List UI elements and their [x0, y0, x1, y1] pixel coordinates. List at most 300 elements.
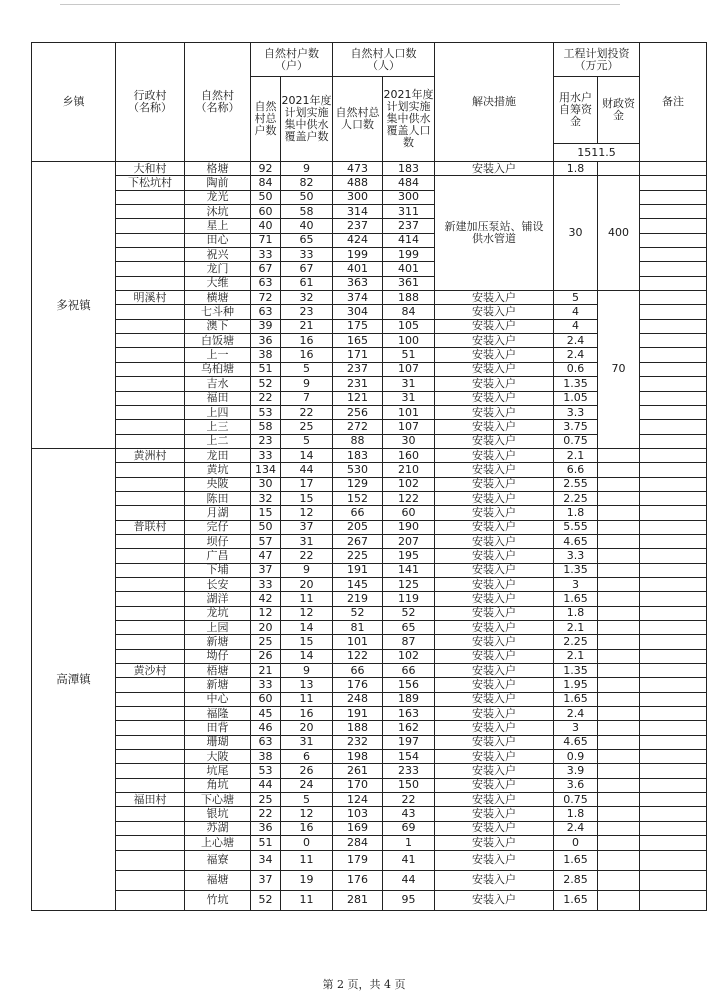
- natural-village-cell: 龙门: [185, 262, 251, 276]
- households-covered-cell: 16: [281, 348, 333, 362]
- self-funding-cell: 3.9: [554, 764, 598, 778]
- admin-village-cell-empty: [116, 870, 185, 890]
- households-covered-cell: 15: [281, 635, 333, 649]
- table-row: [32, 793, 707, 807]
- notes-cell: [640, 276, 707, 290]
- households-total-cell: 52: [251, 890, 281, 910]
- self-funding-cell: 1.35: [554, 664, 598, 678]
- fiscal-cell-empty: [598, 750, 640, 764]
- table-row: [32, 707, 707, 721]
- measure-cell: 安装入户: [435, 362, 554, 376]
- natural-village-cell: 福塘: [185, 870, 251, 890]
- population-total-cell: 66: [333, 664, 383, 678]
- self-funding-cell: 2.85: [554, 870, 598, 890]
- households-total-cell: 92: [251, 162, 281, 176]
- natural-village-cell: 上三: [185, 420, 251, 434]
- measure-cell: 安装入户: [435, 764, 554, 778]
- notes-cell: [640, 534, 707, 548]
- notes-cell: [640, 664, 707, 678]
- natural-village-cell: 田背: [185, 721, 251, 735]
- measure-cell: 安装入户: [435, 735, 554, 749]
- population-covered-cell: 31: [383, 377, 435, 391]
- population-covered-cell: 233: [383, 764, 435, 778]
- natural-village-cell: 乌桕塘: [185, 362, 251, 376]
- population-total-cell: 363: [333, 276, 383, 290]
- table-row: [32, 606, 707, 620]
- measure-cell: 安装入户: [435, 635, 554, 649]
- measure-cell: 安装入户: [435, 721, 554, 735]
- measure-cell: 安装入户: [435, 807, 554, 821]
- households-total-cell: 53: [251, 405, 281, 419]
- natural-village-cell: 上二: [185, 434, 251, 448]
- admin-village-cell-empty: [116, 807, 185, 821]
- header-self-funding: 用水户 自筹资 金: [554, 77, 598, 144]
- admin-village-cell-empty: [116, 190, 185, 204]
- natural-village-cell: 田心: [185, 233, 251, 247]
- fiscal-cell-empty: [598, 678, 640, 692]
- fiscal-cell-empty: [598, 721, 640, 735]
- households-covered-cell: 9: [281, 664, 333, 678]
- households-total-cell: 21: [251, 664, 281, 678]
- households-covered-cell: 13: [281, 678, 333, 692]
- measure-cell: 安装入户: [435, 491, 554, 505]
- population-total-cell: 81: [333, 621, 383, 635]
- notes-cell: [640, 870, 707, 890]
- self-funding-cell: 6.6: [554, 463, 598, 477]
- table-row: [32, 750, 707, 764]
- fiscal-cell-empty: [598, 735, 640, 749]
- population-covered-cell: 87: [383, 635, 435, 649]
- households-total-cell: 39: [251, 319, 281, 333]
- measure-cell: 安装入户: [435, 520, 554, 534]
- households-covered-cell: 24: [281, 778, 333, 792]
- notes-cell: [640, 606, 707, 620]
- measure-cell: 安装入户: [435, 549, 554, 563]
- admin-village-cell: 大和村: [116, 162, 185, 176]
- measure-cell: 安装入户: [435, 821, 554, 835]
- natural-village-cell: 上园: [185, 621, 251, 635]
- self-funding-cell: 4.65: [554, 534, 598, 548]
- population-covered-cell: 183: [383, 162, 435, 176]
- households-covered-cell: 16: [281, 707, 333, 721]
- table-row: [32, 778, 707, 792]
- natural-village-cell: 苏湖: [185, 821, 251, 835]
- households-total-cell: 67: [251, 262, 281, 276]
- fiscal-cell-empty: [598, 707, 640, 721]
- notes-cell: [640, 491, 707, 505]
- admin-village-cell-empty: [116, 707, 185, 721]
- natural-village-cell: 下心塘: [185, 793, 251, 807]
- header-admin-village: 行政村 （名称）: [116, 43, 185, 162]
- measure-cell: 安装入户: [435, 692, 554, 706]
- population-total-cell: 205: [333, 520, 383, 534]
- self-funding-cell: 3: [554, 721, 598, 735]
- fiscal-cell-empty: [598, 635, 640, 649]
- header-households-total: 自然 村总 户数: [251, 77, 281, 162]
- self-funding-cell: 1.65: [554, 850, 598, 870]
- population-total-cell: 191: [333, 707, 383, 721]
- population-covered-cell: 190: [383, 520, 435, 534]
- admin-village-cell: 明溪村: [116, 291, 185, 305]
- table-row: [32, 821, 707, 835]
- natural-village-cell: 上四: [185, 405, 251, 419]
- admin-village-cell-empty: [116, 305, 185, 319]
- population-total-cell: 88: [333, 434, 383, 448]
- population-total-cell: 101: [333, 635, 383, 649]
- notes-cell: [640, 836, 707, 850]
- natural-village-cell: 坳仔: [185, 649, 251, 663]
- table-row: [32, 836, 707, 850]
- notes-cell: [640, 807, 707, 821]
- households-total-cell: 72: [251, 291, 281, 305]
- households-covered-cell: 16: [281, 821, 333, 835]
- households-covered-cell: 11: [281, 692, 333, 706]
- households-total-cell: 63: [251, 305, 281, 319]
- measure-cell: 安装入户: [435, 707, 554, 721]
- households-covered-cell: 9: [281, 162, 333, 176]
- population-covered-cell: 102: [383, 649, 435, 663]
- admin-village-cell-empty: [116, 836, 185, 850]
- notes-cell: [640, 678, 707, 692]
- notes-cell: [640, 377, 707, 391]
- households-covered-cell: 12: [281, 506, 333, 520]
- population-total-cell: 191: [333, 563, 383, 577]
- population-total-cell: 530: [333, 463, 383, 477]
- population-total-cell: 300: [333, 190, 383, 204]
- admin-village-cell-empty: [116, 348, 185, 362]
- table-row: [32, 162, 707, 176]
- households-covered-cell: 32: [281, 291, 333, 305]
- header-investment-group: 工程计划投资 （万元）: [554, 43, 640, 77]
- population-covered-cell: 160: [383, 448, 435, 462]
- admin-village-cell-empty: [116, 563, 185, 577]
- admin-village-cell-empty: [116, 319, 185, 333]
- notes-cell: [640, 721, 707, 735]
- admin-village-cell-empty: [116, 248, 185, 262]
- population-covered-cell: 361: [383, 276, 435, 290]
- fiscal-cell-empty: [598, 506, 640, 520]
- population-covered-cell: 311: [383, 205, 435, 219]
- households-total-cell: 50: [251, 520, 281, 534]
- self-funding-cell: 3.6: [554, 778, 598, 792]
- fiscal-cell-empty: [598, 807, 640, 821]
- admin-village-cell-empty: [116, 362, 185, 376]
- self-funding-cell: 3.3: [554, 549, 598, 563]
- notes-cell: [640, 793, 707, 807]
- population-total-cell: 261: [333, 764, 383, 778]
- population-covered-cell: 188: [383, 291, 435, 305]
- notes-cell: [640, 750, 707, 764]
- population-total-cell: 122: [333, 649, 383, 663]
- households-covered-cell: 12: [281, 606, 333, 620]
- self-funding-cell: 2.4: [554, 707, 598, 721]
- households-covered-cell: 5: [281, 362, 333, 376]
- admin-village-cell-empty: [116, 391, 185, 405]
- households-total-cell: 37: [251, 563, 281, 577]
- self-funding-cell: 2.1: [554, 448, 598, 462]
- admin-village-cell-empty: [116, 764, 185, 778]
- measure-cell: 安装入户: [435, 870, 554, 890]
- notes-cell: [640, 248, 707, 262]
- self-funding-cell: 3.75: [554, 420, 598, 434]
- measure-cell: 安装入户: [435, 448, 554, 462]
- fiscal-cell-empty: [598, 606, 640, 620]
- measure-cell: 安装入户: [435, 778, 554, 792]
- natural-village-cell: 福田: [185, 391, 251, 405]
- admin-village-cell-empty: [116, 890, 185, 910]
- notes-cell: [640, 176, 707, 190]
- admin-village-cell-empty: [116, 635, 185, 649]
- population-covered-cell: 210: [383, 463, 435, 477]
- table-row: [32, 592, 707, 606]
- population-covered-cell: 107: [383, 362, 435, 376]
- households-covered-cell: 65: [281, 233, 333, 247]
- households-total-cell: 84: [251, 176, 281, 190]
- measure-cell: 安装入户: [435, 434, 554, 448]
- fiscal-cell-empty: [598, 534, 640, 548]
- population-covered-cell: 105: [383, 319, 435, 333]
- households-covered-cell: 11: [281, 850, 333, 870]
- population-total-cell: 176: [333, 870, 383, 890]
- population-covered-cell: 197: [383, 735, 435, 749]
- natural-village-cell: 吉水: [185, 377, 251, 391]
- population-covered-cell: 189: [383, 692, 435, 706]
- admin-village-cell-empty: [116, 463, 185, 477]
- fiscal-cell-empty: [598, 778, 640, 792]
- population-total-cell: 124: [333, 793, 383, 807]
- notes-cell: [640, 190, 707, 204]
- population-total-cell: 145: [333, 577, 383, 591]
- households-covered-cell: 25: [281, 420, 333, 434]
- households-total-cell: 33: [251, 577, 281, 591]
- population-total-cell: 198: [333, 750, 383, 764]
- households-covered-cell: 23: [281, 305, 333, 319]
- households-covered-cell: 61: [281, 276, 333, 290]
- table-row: [32, 549, 707, 563]
- notes-cell: [640, 621, 707, 635]
- admin-village-cell: 普联村: [116, 520, 185, 534]
- population-total-cell: 237: [333, 219, 383, 233]
- households-covered-cell: 31: [281, 534, 333, 548]
- households-total-cell: 36: [251, 334, 281, 348]
- notes-cell: [640, 405, 707, 419]
- households-total-cell: 52: [251, 377, 281, 391]
- measure-cell: 安装入户: [435, 836, 554, 850]
- fiscal-cell-empty: [598, 821, 640, 835]
- self-funding-cell: 2.4: [554, 348, 598, 362]
- natural-village-cell: 沐坑: [185, 205, 251, 219]
- natural-village-cell: 央陂: [185, 477, 251, 491]
- fiscal-cell-empty: [598, 549, 640, 563]
- population-covered-cell: 414: [383, 233, 435, 247]
- table-row: [32, 463, 707, 477]
- fiscal-cell-empty: [598, 448, 640, 462]
- population-covered-cell: 125: [383, 577, 435, 591]
- self-funding-cell: 3.3: [554, 405, 598, 419]
- population-covered-cell: 163: [383, 707, 435, 721]
- households-total-cell: 12: [251, 606, 281, 620]
- population-total-cell: 284: [333, 836, 383, 850]
- scan-top-edge: [60, 4, 620, 5]
- notes-cell: [640, 348, 707, 362]
- notes-cell: [640, 635, 707, 649]
- table-row: [32, 506, 707, 520]
- households-total-cell: 25: [251, 635, 281, 649]
- notes-cell: [640, 305, 707, 319]
- self-funding-cell: 0.9: [554, 750, 598, 764]
- population-total-cell: 183: [333, 448, 383, 462]
- notes-cell: [640, 219, 707, 233]
- admin-village-cell: 黄洲村: [116, 448, 185, 462]
- natural-village-cell: 上心塘: [185, 836, 251, 850]
- admin-village-cell-empty: [116, 549, 185, 563]
- population-total-cell: 171: [333, 348, 383, 362]
- households-covered-cell: 14: [281, 448, 333, 462]
- households-covered-cell: 16: [281, 334, 333, 348]
- self-funding-cell: 1.05: [554, 391, 598, 405]
- notes-cell: [640, 463, 707, 477]
- natural-village-cell: 梧塘: [185, 664, 251, 678]
- population-covered-cell: 51: [383, 348, 435, 362]
- township-cell: 多祝镇: [32, 162, 116, 449]
- households-total-cell: 58: [251, 420, 281, 434]
- self-funding-cell: 1.65: [554, 890, 598, 910]
- population-covered-cell: 199: [383, 248, 435, 262]
- natural-village-cell: 竹坑: [185, 890, 251, 910]
- notes-cell: [640, 233, 707, 247]
- notes-cell: [640, 391, 707, 405]
- households-covered-cell: 9: [281, 563, 333, 577]
- households-covered-cell: 7: [281, 391, 333, 405]
- households-covered-cell: 26: [281, 764, 333, 778]
- admin-village-cell-empty: [116, 721, 185, 735]
- population-total-cell: 248: [333, 692, 383, 706]
- population-covered-cell: 31: [383, 391, 435, 405]
- measure-cell: 安装入户: [435, 678, 554, 692]
- table-row: [32, 735, 707, 749]
- population-covered-cell: 41: [383, 850, 435, 870]
- self-funding-merged-cell: 30: [554, 176, 598, 291]
- households-total-cell: 53: [251, 764, 281, 778]
- measure-cell: 安装入户: [435, 291, 554, 305]
- population-covered-cell: 237: [383, 219, 435, 233]
- admin-village-cell-empty: [116, 276, 185, 290]
- households-covered-cell: 31: [281, 735, 333, 749]
- self-funding-cell: 0.6: [554, 362, 598, 376]
- natural-village-cell: 坑尾: [185, 764, 251, 778]
- fiscal-cell-empty: [598, 520, 640, 534]
- table-row: [32, 807, 707, 821]
- self-funding-cell: 4: [554, 319, 598, 333]
- measure-cell: 安装入户: [435, 577, 554, 591]
- households-total-cell: 50: [251, 190, 281, 204]
- population-covered-cell: 122: [383, 491, 435, 505]
- natural-village-cell: 大陂: [185, 750, 251, 764]
- households-total-cell: 38: [251, 348, 281, 362]
- measure-cell: 安装入户: [435, 750, 554, 764]
- households-covered-cell: 0: [281, 836, 333, 850]
- admin-village-cell-empty: [116, 778, 185, 792]
- households-covered-cell: 44: [281, 463, 333, 477]
- fiscal-merged-cell: 70: [598, 291, 640, 449]
- households-covered-cell: 22: [281, 549, 333, 563]
- households-covered-cell: 20: [281, 721, 333, 735]
- natural-village-cell: 星上: [185, 219, 251, 233]
- fiscal-cell-empty: [598, 162, 640, 176]
- self-funding-cell: 1.8: [554, 162, 598, 176]
- population-total-cell: 314: [333, 205, 383, 219]
- table-row: [32, 664, 707, 678]
- self-funding-cell: 2.1: [554, 649, 598, 663]
- measure-cell: 安装入户: [435, 621, 554, 635]
- self-funding-cell: 1.35: [554, 563, 598, 577]
- natural-village-cell: 白饭塘: [185, 334, 251, 348]
- households-total-cell: 15: [251, 506, 281, 520]
- population-total-cell: 179: [333, 850, 383, 870]
- table-row: [32, 477, 707, 491]
- measure-cell: 安装入户: [435, 534, 554, 548]
- households-covered-cell: 82: [281, 176, 333, 190]
- households-total-cell: 33: [251, 678, 281, 692]
- households-total-cell: 26: [251, 649, 281, 663]
- population-covered-cell: 43: [383, 807, 435, 821]
- self-funding-cell: 4.65: [554, 735, 598, 749]
- fiscal-cell-empty: [598, 477, 640, 491]
- table-row: [32, 850, 707, 870]
- measure-cell: 安装入户: [435, 305, 554, 319]
- households-total-cell: 22: [251, 807, 281, 821]
- natural-village-cell: 长安: [185, 577, 251, 591]
- admin-village-cell-empty: [116, 850, 185, 870]
- admin-village-cell-empty: [116, 750, 185, 764]
- admin-village-cell-empty: [116, 821, 185, 835]
- notes-cell: [640, 362, 707, 376]
- notes-cell: [640, 592, 707, 606]
- population-covered-cell: 22: [383, 793, 435, 807]
- notes-cell: [640, 448, 707, 462]
- households-total-cell: 57: [251, 534, 281, 548]
- population-total-cell: 231: [333, 377, 383, 391]
- admin-village-cell-empty: [116, 577, 185, 591]
- measure-cell: 安装入户: [435, 319, 554, 333]
- fiscal-cell-empty: [598, 664, 640, 678]
- population-covered-cell: 195: [383, 549, 435, 563]
- population-covered-cell: 30: [383, 434, 435, 448]
- self-funding-cell: 0: [554, 836, 598, 850]
- population-total-cell: 272: [333, 420, 383, 434]
- natural-village-cell: 福寮: [185, 850, 251, 870]
- self-funding-cell: 1.65: [554, 692, 598, 706]
- table-row: [32, 577, 707, 591]
- natural-village-cell: 新塘: [185, 635, 251, 649]
- households-total-cell: 36: [251, 821, 281, 835]
- households-total-cell: 71: [251, 233, 281, 247]
- measure-cell: 安装入户: [435, 334, 554, 348]
- population-covered-cell: 84: [383, 305, 435, 319]
- table-row: [32, 692, 707, 706]
- natural-village-cell: 银坑: [185, 807, 251, 821]
- header-fiscal-funding: 财政资 金: [598, 77, 640, 144]
- table-row: [32, 721, 707, 735]
- natural-village-cell: 坝仔: [185, 534, 251, 548]
- table-row: [32, 491, 707, 505]
- self-funding-cell: 1.8: [554, 606, 598, 620]
- table-row: [32, 870, 707, 890]
- self-funding-cell: 3: [554, 577, 598, 591]
- measure-merged-cell: 新建加压泵站、铺设供水管道: [435, 176, 554, 291]
- admin-village-cell-empty: [116, 606, 185, 620]
- households-total-cell: 47: [251, 549, 281, 563]
